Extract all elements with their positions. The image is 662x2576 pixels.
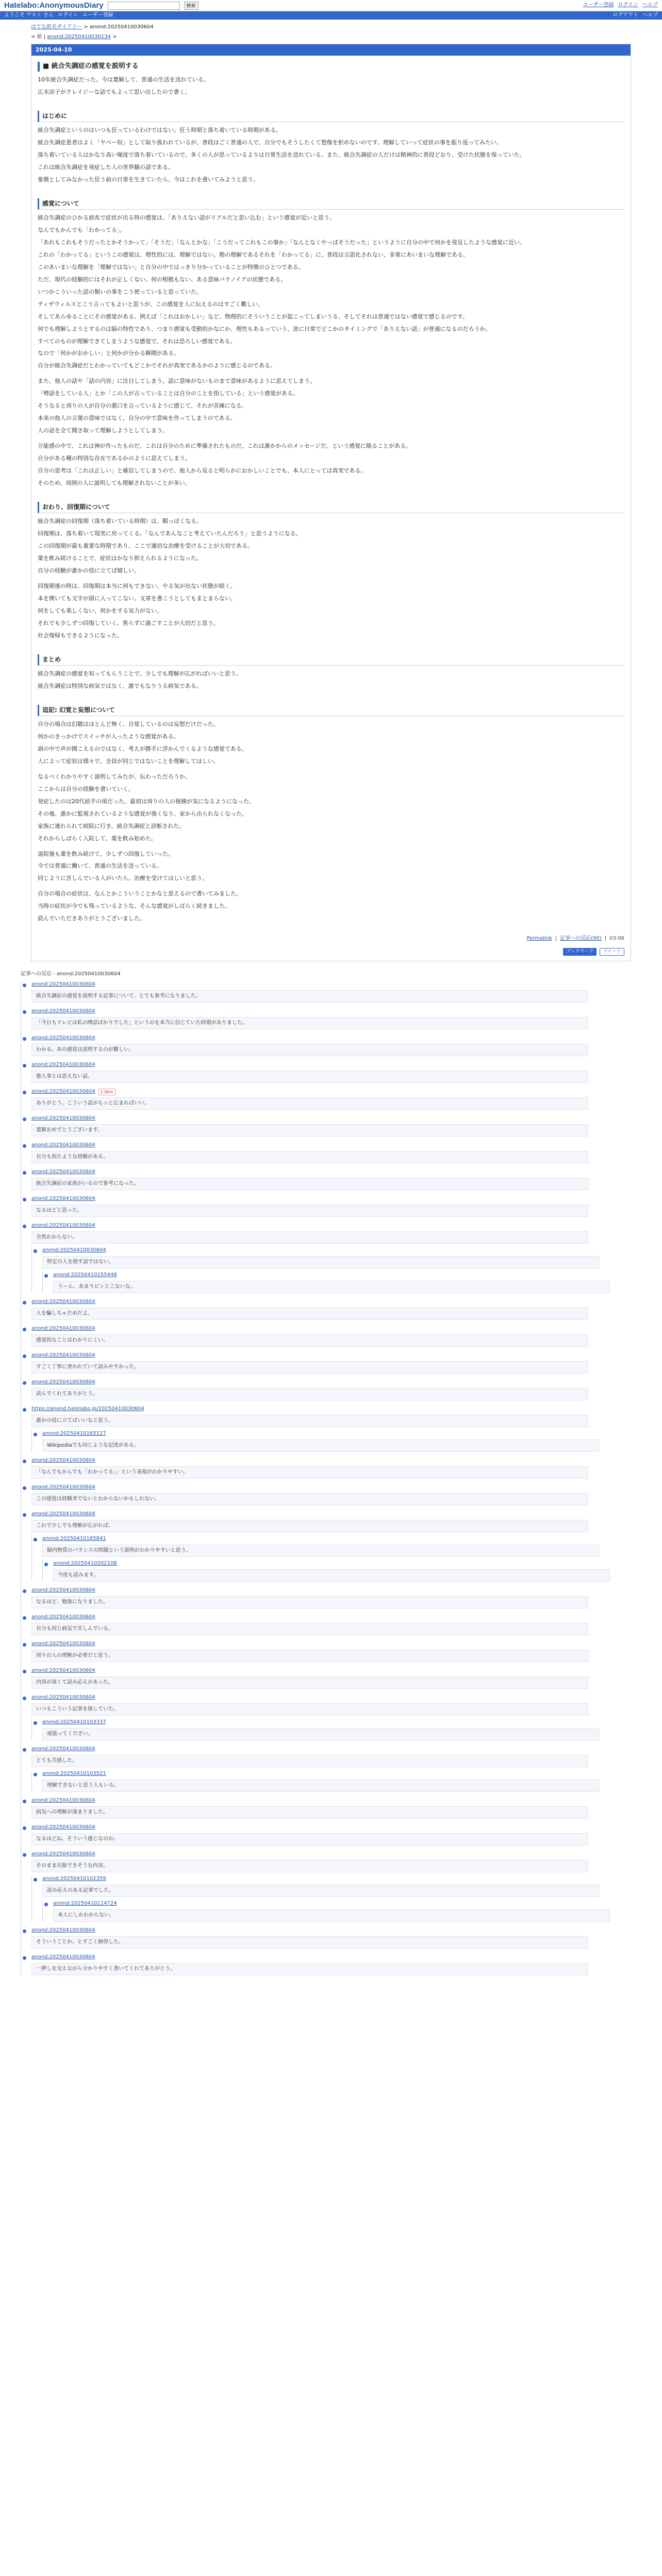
paragraph: 自分の経験が誰かの役に立てば嬉しい。: [38, 567, 140, 574]
reference-head: [31, 1797, 631, 1805]
reply-tree: [31, 1430, 631, 1452]
search-button[interactable]: 検索: [184, 2, 198, 10]
reply-tree: [31, 1535, 631, 1582]
reference-head: [31, 1511, 631, 1518]
reference-item: [31, 1745, 631, 1792]
reference-excerpt: いつもこういう記事を探していた。: [31, 1703, 588, 1716]
paragraph-gap: [38, 492, 624, 495]
reference-excerpt: 人を騙しちゃだめだよ。: [31, 1308, 588, 1320]
reference-link[interactable]: anond:20250410030604: [31, 1927, 95, 1934]
reference-item: [31, 1142, 631, 1163]
reference-head: [31, 1851, 631, 1858]
prev-label: < 前 |: [31, 33, 46, 40]
reference-item: [31, 1851, 631, 1922]
reference-excerpt: 特定の人を指す話ではない。: [42, 1256, 599, 1269]
reference-head: [31, 1667, 631, 1675]
reference-excerpt: 内容が深くて読み応えがあった。: [31, 1676, 588, 1689]
reference-excerpt: 頑張ってください。: [42, 1728, 599, 1741]
paragraph: 人によって症状は様々で、全員が同じではないことを理解してほしい。: [38, 757, 219, 765]
reference-excerpt: なるほどね、そういう感じなのか。: [31, 1833, 588, 1846]
reference-head: [53, 1900, 631, 1908]
reference-excerpt: 全然わからない。: [31, 1231, 588, 1244]
reference-link[interactable]: anond:20250410030604: [31, 1587, 95, 1594]
paragraph: 「噂話をしている人」とか「この人が言っていることは自分のことを指している」という感覚がある。: [38, 390, 299, 397]
article: [31, 44, 631, 961]
reference-link[interactable]: anond:20250410030604: [31, 1196, 95, 1202]
reference-item: [31, 1614, 631, 1635]
paragraph: ただ、現代の経験的にはそれが正しくない。何の根拠もない、ある意味パラノイアの状態である。: [38, 276, 287, 283]
top-link[interactable]: ログイン: [618, 2, 638, 8]
paragraph: 本来の他人の言葉の意味ではなく、自分の中で意味を作ってしまうのである。: [38, 415, 236, 422]
reference-link[interactable]: https://anond.hatelabo.jp/20250410030604: [31, 1406, 144, 1412]
reference-head: [31, 1035, 631, 1042]
reference-link[interactable]: anond:20250410030604: [31, 981, 95, 988]
reference-item: [31, 1168, 631, 1190]
paragraph: 頭の中で声が聞こえるのではなく、考えが勝手に浮かんでくるような感覚である。: [38, 745, 247, 753]
reference-link[interactable]: anond:20250410030604: [31, 1142, 95, 1148]
reference-item: [31, 1325, 631, 1347]
paragraph: ここからは自分の経験を書いていく。: [38, 785, 134, 792]
reference-link[interactable]: anond:20250410165127: [42, 1431, 106, 1437]
reference-excerpt: なるほど、勉強になりました。: [31, 1596, 588, 1609]
paragraph: 当時の症状が今でも残っているような、そんな感覚がしばらく続きました。: [38, 903, 230, 910]
reference-excerpt: 「なんでもかんでも「わかってる」」という表現がわかりやすい。: [31, 1466, 588, 1479]
paragraph: 家族に連れられて病院に行き、統合失調症と診断された。: [38, 822, 185, 829]
reply-tree: [42, 1900, 631, 1922]
nav-right: [613, 12, 658, 20]
reference-link[interactable]: anond:20250410030604: [31, 1089, 95, 1095]
reference-link[interactable]: anond:20250410030604: [42, 1247, 106, 1253]
reference-head: [53, 1272, 631, 1279]
reference-head: [31, 1168, 631, 1176]
paragraph: 発症したのは20代前半の頃だった。最初は周りの人の視線が気になるようになった。: [38, 798, 255, 805]
reference-excerpt: 自分も同じ病気で苦しんでいる。: [31, 1623, 588, 1636]
reference-item: [31, 1824, 631, 1845]
reference-head: [31, 1457, 631, 1465]
reference-head: [31, 1008, 631, 1015]
reference-item: [42, 1770, 631, 1792]
reference-link[interactable]: anond:20250410030604: [31, 1035, 95, 1041]
entry-title[interactable]: ■ 統合失調症の感覚を説明する: [38, 62, 624, 72]
reference-link[interactable]: anond:20250410030604: [31, 1694, 95, 1701]
section-heading: まとめ: [38, 654, 624, 666]
paragraph: 象徴としてみなかった狂う前の日常を生きていたら、今はこれを書いてみようと思う。: [38, 176, 259, 183]
reply-tree: [31, 1247, 631, 1293]
paragraph: 自分が統合失調症だとわかっていてもどこかでそれが真実であるかのように感じるのである。: [38, 362, 276, 369]
reference-item: [31, 1298, 631, 1320]
reference-excerpt: 今度も読みます。: [53, 1569, 610, 1582]
permalink[interactable]: Permalink: [526, 936, 552, 942]
paragraph: 広末涼子がクレイジーな話でもよって思い出したので書く。: [38, 88, 191, 95]
prev-entry-link[interactable]: anond:20250410030134: [47, 33, 111, 40]
paragraph: そしてあらゆることにその感覚がある。例えば「これはおかしい」など、物理的にそういうことが起こってしまいうる、そしてそれは普通ではない感覚で感じるのです。: [38, 313, 468, 320]
reference-head: [31, 1222, 631, 1230]
reply-tree: [31, 1770, 631, 1792]
reference-excerpt: うーん、あまりピンとこないな。: [53, 1281, 610, 1294]
paragraph: 社会復帰もできるようになった。: [38, 632, 123, 639]
paragraph: いつかこういった話の類いの事をこう使っていると思っていた。: [38, 288, 202, 295]
reference-excerpt: すごく丁寧に書かれていて読みやすかった。: [31, 1361, 588, 1374]
paragraph: 統合失調症のひかる前兆で症状が出る時の感覚は、「ありえない話がリアルだと思い込む」という感覚が近いと思う。: [38, 214, 336, 222]
reference-excerpt: 読んでくれてありがとう。: [31, 1388, 588, 1401]
reference-item: [42, 1430, 631, 1452]
breadcrumb-current: anond:20250410030604: [89, 24, 154, 30]
share-button[interactable]: ツイート: [600, 948, 624, 956]
reference-head: [31, 1352, 631, 1360]
reference-head: [31, 1745, 631, 1753]
search-input[interactable]: [108, 2, 180, 10]
reply-tree: [31, 1719, 631, 1740]
reference-excerpt: 寛解おめでとうございます。: [31, 1124, 588, 1137]
paragraph-gap: [38, 927, 624, 930]
reference-head: [31, 1115, 631, 1123]
paragraph: そうなると周りの人が自分の悪口を言っているように感じて、それが苦痛になる。: [38, 402, 247, 410]
reference-head: [31, 1587, 631, 1595]
paragraph: また、他人の話や「話の内容」に注目してしまう。話に意味がないものまで意味があるように思えてしまう。: [38, 378, 316, 385]
reference-item: [31, 1115, 631, 1137]
paragraph: 統合失調症は特別な病気ではなく、誰でもなりうる病気である。: [38, 682, 202, 689]
breadcrumb: [0, 20, 662, 33]
reference-head: [42, 1719, 631, 1726]
reference-head: [31, 1694, 631, 1702]
reference-link[interactable]: anond:20250410030604: [31, 1484, 95, 1490]
paragraph: 読んでいただきありがとうございました。: [38, 915, 145, 922]
reference-excerpt: 自分も似たような経験がある。: [31, 1151, 588, 1164]
reference-excerpt: とても共感した。: [31, 1755, 588, 1768]
paragraph: 薬を飲み続けることで、症状はかなり抑えられるようになった。: [38, 554, 202, 562]
reference-head: [31, 1927, 631, 1935]
reference-head: [53, 1560, 631, 1568]
reference-item: [31, 1379, 631, 1400]
reference-item: [53, 1900, 631, 1922]
paragraph: これの「わかってる」というこの感覚は、理性的には、理解ではない。勘の理解であるそれを「わかってる」に、普段は言語化されない、非常にあいまいな理解である。: [38, 251, 469, 258]
paragraph: 「あれもこれもそうだったとかそうかって」「そうだ」「なんとかな」「こうだってこれもこの事か」「なんとなくやっぱそうだった」というように自分の中で何かを発見したような感覚に近い。: [38, 239, 525, 246]
section-heading: はじめに: [38, 111, 624, 122]
paragraph: なんでもかんでも「わかってる」。: [38, 227, 126, 234]
section-heading: おわり、回復期について: [38, 502, 624, 513]
reference-link[interactable]: anond:20250410030604: [31, 1352, 95, 1359]
reference-item: [31, 981, 631, 1003]
paragraph: 10年統合失調症だった。今は寛解して、普通の生活を送れている。: [38, 76, 209, 83]
reference-link[interactable]: anond:20250410030604: [31, 1641, 95, 1647]
paragraph: 何をしても楽しくない、何かをする気力がない。: [38, 607, 162, 614]
reference-link[interactable]: anond:20250410030604: [31, 1008, 95, 1014]
reference-item: [31, 1088, 631, 1110]
reference-link[interactable]: anond:20250410030604: [31, 1062, 95, 1068]
reference-excerpt: 「今日もテレビは私の噂話ばかりでした」というのを本当に信じていた時期がありました。: [31, 1017, 588, 1030]
reference-excerpt: 感覚的なことはわかりにくい。: [31, 1334, 588, 1347]
paragraph: 統合失調症というのはいつも狂っているわけではない。狂う時期と落ち着いている時期がある。: [38, 127, 282, 134]
reference-item: [31, 1954, 631, 1975]
top-header: [0, 0, 662, 11]
reference-head: [42, 1770, 631, 1778]
reference-excerpt: 誰かの役に立てばいいなと思う。: [31, 1415, 588, 1428]
share-buttons: [38, 948, 624, 956]
reference-excerpt: 他人事とは思えない話。: [31, 1071, 588, 1083]
reference-link[interactable]: anond:20250410030604: [31, 1614, 95, 1620]
reference-head: [42, 1247, 631, 1255]
reference-item: [31, 1008, 631, 1029]
reference-link[interactable]: anond:20250410155448: [53, 1272, 117, 1278]
site-logo[interactable]: Hatelabo:AnonymousDiary: [4, 1, 104, 10]
nav-link[interactable]: ログイン: [57, 12, 78, 18]
reference-link[interactable]: anond:20250410103521: [42, 1771, 106, 1777]
reference-item: [31, 1640, 631, 1662]
article-date: 2025-04-10: [31, 44, 631, 56]
paragraph: ティザウィルスとこう言ってもよいと思うが、この感覚を人に伝えるのはすごく難しい。: [38, 300, 264, 308]
paragraph: 万能感の中で、これは神が作ったものだ、これは自分のために準備されたものだ、これは誰かからのメッセージだ、という感覚に陥ることがある。: [38, 443, 412, 449]
reference-excerpt: 本人にしかわからない。: [53, 1909, 610, 1922]
reply-tree: [31, 1875, 631, 1922]
top-links: [583, 2, 658, 9]
reference-link[interactable]: anond:20250410114724: [53, 1901, 117, 1907]
reference-excerpt: これで少しでも理解が広がれば。: [31, 1520, 588, 1533]
reference-link[interactable]: anond:20250410030604: [31, 1824, 95, 1831]
paragraph: 人の話を全て聞き取って理解しようとしてしまう。: [38, 427, 168, 434]
footer-separator: |: [555, 936, 557, 942]
section-heading: 追記: 幻覚と妄想について: [38, 705, 624, 716]
references-title: 記事への反応 - anond:20250410030604: [21, 971, 121, 977]
reference-excerpt: そういうことか、とすごく納得した。: [31, 1936, 588, 1949]
footer-separator: |: [604, 936, 607, 942]
paragraph: 自分の場合の症状は、なんとかこういうことかなと思えるので書いてみました。: [38, 890, 242, 897]
paragraph: 回復期後の時は、回復期は本当に何もできない。やる気が出ない状態が続く。: [38, 582, 236, 589]
reaction-count[interactable]: 記事への反応(90): [560, 936, 602, 942]
paragraph: 本を開いても文字が頭に入ってこない。文章を書こうとしてもまとまらない。: [38, 595, 236, 602]
paragraph: なるべくわかりやすく説明してみたが、伝わっただろうか。: [38, 773, 191, 780]
reference-excerpt: 脳内物質のバランスの問題という説明がわかりやすいと思う。: [42, 1545, 599, 1557]
paragraph: 何でも理解しようとするのは脳の特性であり、つまり感覚も受動的かなにか、理性もあるっていう、逆に日常でどこかのタイミングで「ありえない話」が普通になるのだろうか。: [38, 325, 491, 332]
paragraph: 退院後も薬を飲み続けて、少しずつ回復していった。: [38, 850, 174, 857]
reference-item: [31, 1797, 631, 1819]
reference-excerpt: 病気への理解が深まりました。: [31, 1806, 588, 1819]
reference-item: [42, 1875, 631, 1922]
paragraph: 自分の思考は「これは正しい」と確信してしまうので、他人から見ると明らかにおかしいことでも、本人にとっては真実である。: [38, 467, 367, 474]
breadcrumb-separator: >: [84, 24, 90, 30]
reference-link[interactable]: anond:20250410030604: [31, 1851, 95, 1857]
article-body: [31, 56, 631, 961]
reference-link[interactable]: anond:20250410030604: [31, 1326, 95, 1332]
reference-head: [31, 1824, 631, 1832]
reference-link[interactable]: anond:20250410030604: [31, 1379, 95, 1385]
reference-excerpt: 統合失調症の感覚を説明する記事について、とても参考になりました。: [31, 990, 588, 1003]
reference-item: [31, 1195, 631, 1217]
reference-head: [42, 1875, 631, 1883]
reference-head: [31, 1142, 631, 1149]
reference-head: [42, 1430, 631, 1438]
page-nav: [0, 33, 662, 41]
reference-item: [31, 1061, 631, 1083]
reference-link[interactable]: anond:20250410102359: [42, 1876, 106, 1882]
reply-tree: [42, 1272, 631, 1293]
reference-excerpt: わかる。あの感覚は説明するのが難しい。: [31, 1044, 588, 1057]
reference-link[interactable]: anond:20250410030604: [31, 1511, 95, 1517]
paragraph-gap: [38, 644, 624, 647]
reference-link[interactable]: anond:20250410030604: [31, 1458, 95, 1464]
paragraph-gap: [38, 100, 624, 104]
reference-badge: 1.0km: [98, 1089, 115, 1096]
paragraph: 統合失調症患者はよく「ヤベー奴」として取り扱われているが、普段はごく普通の人で、自分でもそうしたくて想像を拒めないのです。理解していって症状の事を振り返ってみたい。: [38, 139, 502, 146]
reference-item: [31, 1035, 631, 1056]
reference-head: [31, 1640, 631, 1648]
paragraph: 今では普通に働いて、普通の生活を送っている。: [38, 862, 162, 870]
reference-head: [42, 1535, 631, 1543]
reference-excerpt: Wikipediaでも同じような記述がある。: [42, 1439, 599, 1452]
section-heading: 感覚について: [38, 198, 624, 210]
paragraph: 同じように苦しんでいる人がいたら、治療を受けてほしいと思う。: [38, 875, 208, 882]
reference-head: [31, 1954, 631, 1961]
references-section: [21, 971, 631, 1976]
reference-link[interactable]: anond:20250410030604: [31, 1115, 95, 1122]
reference-excerpt: なるほどと思った。: [31, 1205, 588, 1217]
reference-item: [31, 1484, 631, 1505]
reference-excerpt: 理解できないと思う人もいる。: [42, 1780, 599, 1792]
top-link[interactable]: ヘルプ: [642, 2, 658, 8]
next-label: >: [112, 33, 117, 40]
reference-item: [31, 1222, 631, 1293]
nav-bar: [0, 11, 662, 20]
paragraph: そのため、周囲の人に説明しても理解されないことが多い。: [38, 479, 191, 486]
reference-head: [31, 1484, 631, 1492]
reference-head: [31, 1379, 631, 1386]
reference-link[interactable]: anond:20250410165841: [42, 1536, 106, 1542]
paragraph: これは統合失調症を発症した人の世界観の話である。: [38, 163, 174, 171]
reference-item: [42, 1247, 631, 1293]
paragraph: すべてのものが理解できてしまうような感覚で、それは恐ろしい感覚である。: [38, 337, 236, 345]
paragraph: なので「何かがおかしい」と何かが分かる瞬間がある。: [38, 350, 179, 357]
reference-link[interactable]: anond:20250410030604: [31, 1169, 95, 1175]
reference-head: [31, 1298, 631, 1306]
article-footer: [38, 935, 624, 943]
reference-item: [31, 1694, 631, 1740]
nav-link[interactable]: ログアウト: [613, 12, 638, 18]
reference-link[interactable]: anond:20250410030604: [31, 1223, 95, 1229]
reference-excerpt: 周りの人の理解が必要だと思う。: [31, 1650, 588, 1663]
reference-link[interactable]: anond:20250410030604: [31, 1798, 95, 1804]
reference-item: [53, 1272, 631, 1293]
nav-link[interactable]: ユーザー登録: [82, 12, 113, 18]
reference-excerpt: 一押しを交えながら分かりやすく書いてくれてありがとう。: [31, 1963, 588, 1976]
paragraph: 自分がある種の特別な存在であるかのように思えてしまう。: [38, 454, 191, 462]
reference-head: [31, 1195, 631, 1203]
post-time: 03:06: [609, 936, 624, 942]
reference-head: [31, 981, 631, 989]
reference-link[interactable]: anond:20250410030604: [31, 1954, 95, 1960]
reference-head: [31, 1405, 631, 1413]
references-tree: [21, 981, 631, 1975]
reference-link[interactable]: anond:20250410030604: [31, 1746, 95, 1752]
nav-left: [4, 12, 113, 20]
share-button[interactable]: ブックマーク: [563, 948, 597, 956]
reference-item: [53, 1560, 631, 1582]
reference-item: [31, 1667, 631, 1689]
reference-head: [31, 1088, 631, 1096]
reference-item: [31, 1457, 631, 1479]
paragraph: この回復期が最も重要な時期であり、ここで適切な治療を受けることが大切である。: [38, 543, 253, 550]
nav-link[interactable]: ようこそ ゲスト さん: [4, 12, 54, 18]
reference-link[interactable]: anond:20250410103337: [42, 1719, 106, 1725]
paragraph: 統合失調症の感覚を知ってもらうことで、少しでも理解が広がればいいと思う。: [38, 670, 242, 677]
reference-excerpt: ありがとう。こういう話がもっと広まればいい。: [31, 1097, 588, 1110]
paragraph: 落ち着いている人はかなり高い頻度で落ち着いているので、多くの人が思っているよりは日常生活を送れている。また、統合失調症の人だけは精神的に普段どおり、受けた状態を保っていた。: [38, 151, 525, 158]
reference-excerpt: この感覚は経験者でないとわからないかもしれない。: [31, 1493, 588, 1506]
paragraph: それからしばらく入院して、薬を飲み始めた。: [38, 835, 157, 842]
paragraph: それでも少しずつ回復していく。焦らずに過ごすことが大切だと思う。: [38, 619, 219, 626]
reference-excerpt: 統合失調症の家族がいるので参考になった。: [31, 1178, 588, 1191]
paragraph: その後、誰かに監視されているような感覚が強くなり、家から出られなくなった。: [38, 810, 247, 817]
reference-head: [31, 1614, 631, 1621]
reference-item: [42, 1535, 631, 1582]
paragraph-gap: [38, 694, 624, 698]
reference-item: [31, 1511, 631, 1582]
reference-item: [31, 1405, 631, 1452]
reference-link[interactable]: anond:20250410030604: [31, 1299, 95, 1305]
paragraph: 何かのきっかけでスイッチが入ったような感覚がある。: [38, 733, 179, 740]
reference-excerpt: そのまま出版できそうな内容。: [31, 1860, 588, 1873]
paragraph-gap: [38, 188, 624, 191]
reference-item: [42, 1719, 631, 1740]
reference-link[interactable]: anond:20250410030604: [31, 1668, 95, 1674]
reference-item: [31, 1927, 631, 1948]
paragraph: 回復期は、落ち着いて現実に戻ってくる。「なんであんなこと考えていたんだろう」と思うようになる。: [38, 530, 302, 537]
top-link[interactable]: ユーザー登録: [583, 2, 614, 8]
reference-item: [31, 1352, 631, 1374]
article-sections: [38, 76, 624, 930]
paragraph: 統合失調症の回復期（落ち着いている時期）は、暇っぽくなる。: [38, 518, 202, 525]
reference-head: [31, 1325, 631, 1333]
reply-tree: [42, 1560, 631, 1582]
reference-head: [31, 1061, 631, 1069]
reference-link[interactable]: anond:20250410202108: [53, 1561, 117, 1567]
nav-link[interactable]: ヘルプ: [642, 12, 658, 18]
paragraph: 自分の場合は幻聴はほとんど無く、自覚しているのは妄想だけだった。: [38, 721, 219, 728]
reference-item: [31, 1587, 631, 1608]
breadcrumb-home[interactable]: はてな匿名ダイアリー: [31, 24, 82, 30]
paragraph: このあいまいな理解を「理解ではない」と自分の中ではっきり分かっていることが特徴のひとつである。: [38, 263, 304, 270]
reference-excerpt: 読み応えのある記事でした。: [42, 1885, 599, 1897]
